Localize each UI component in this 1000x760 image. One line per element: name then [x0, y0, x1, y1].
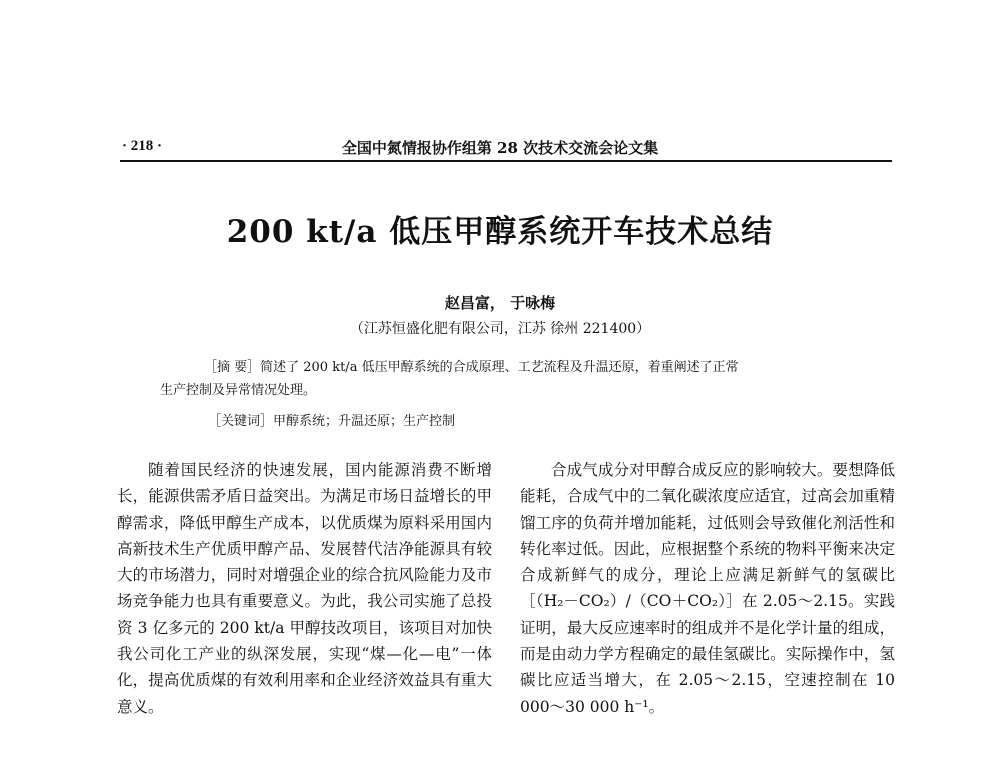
abstract — [160, 356, 840, 402]
abstract-line-1: ［摘 要］简述了 200 kt/a 低压甲醇系统的合成原理、工艺流程及升温还原，着重阐述了正常 — [204, 360, 739, 375]
body-paragraph: 合成气成分对甲醇合成反应的影响较大。要想降低能耗，合成气中的二氧化碳浓度应适宜，过高会加重精馏工序的负荷并增加能耗，过低则会导致催化剂活性和转化率过低。因此，应根据整个系统的物料平衡来决定合成新鲜气的成分，理论上应满足新鲜气的氢碳比［（H₂－CO₂）/（CO＋CO₂）］在 2.05～2.15。实践证明，最大反应速率时的组成并不是化学计量的组成，而是由动力学方程确定的最佳氢碳比。实际操作中，氢碳比应适当增大，在 2.05～2.15，空速控制在 10 000～30 000 h⁻¹。 — [520, 461, 895, 716]
page-number: · 218 · — [122, 138, 163, 154]
body-column-right — [520, 457, 895, 720]
keywords: ［关键词］甲醇系统；升温还原；生产控制 — [208, 414, 456, 429]
body-column-left — [117, 457, 492, 720]
paper-title: 200 kt/a 低压甲醇系统开车技术总结 — [226, 214, 774, 250]
running-header: 全国中氮情报协作组第 28 次技术交流会论文集 — [341, 139, 659, 157]
header-rule — [120, 160, 892, 162]
abstract-line-2: 生产控制及异常情况处理。 — [160, 383, 317, 398]
body-paragraph: 随着国民经济的快速发展，国内能源消费不断增长，能源供需矛盾日益突出。为满足市场日益增长的甲醇需求，降低甲醇生产成本，以优质煤为原料采用国内高新技术生产优质甲醇产品、发展替代洁净能源具有较大的市场潜力，同时对增强企业的综合抗风险能力及市场竞争能力也具有重要意义。为此，我公司实施了总投资 3 亿多元的 200 kt/a 甲醇技改项目，该项目对加快我公司化工产业的纵深发展，实现“煤—化—电”一体化，提高优质煤的有效利用率和企业经济效益具有重大意义。 — [117, 461, 492, 716]
authors: 赵昌富， 于咏梅 — [444, 294, 556, 312]
affiliation: （江苏恒盛化肥有限公司，江苏 徐州 221400） — [349, 321, 651, 337]
